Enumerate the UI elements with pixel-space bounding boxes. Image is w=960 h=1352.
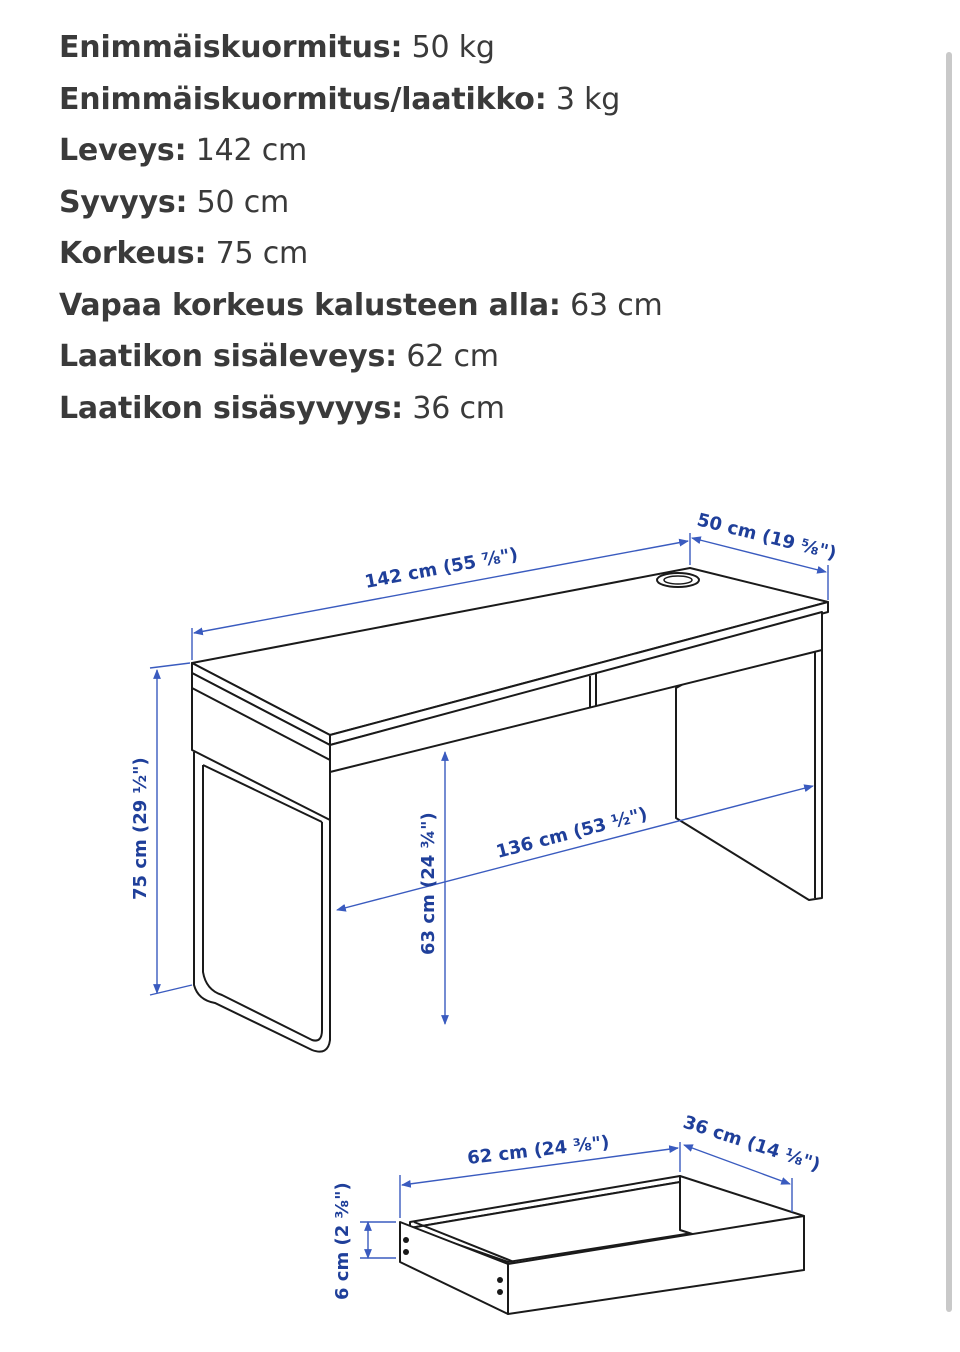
spec-depth: Syvyys: 50 cm [59, 184, 290, 220]
spec-value: 63 cm [570, 287, 663, 323]
spec-label: Vapaa korkeus kalusteen alla [59, 287, 549, 323]
spec-height: Korkeus: 75 cm [59, 236, 309, 271]
spec-value: 50 kg [411, 30, 495, 65]
spec-value: 75 cm [215, 236, 309, 271]
spec-value: 36 cm [412, 390, 505, 426]
spec-value: 62 cm [406, 339, 499, 374]
spec-label: Korkeus [59, 236, 195, 271]
spec-value: 50 cm [196, 184, 290, 220]
desk-clearance-height-label: 63 cm (24 ¾") [418, 812, 439, 955]
spec-label: Enimmäiskuormitus [59, 30, 391, 65]
spec-value: 142 cm [195, 133, 308, 168]
spec-label: Laatikon sisäleveys [59, 339, 386, 374]
desk-height-label: 75 cm (29 ½") [130, 757, 151, 900]
drawer-illustration [400, 1176, 804, 1314]
desk-clearance-width-label: 136 cm (53 ½") [493, 803, 650, 863]
spec-label: Laatikon sisäsyvyys [59, 390, 392, 426]
spec-width: Leveys: 142 cm [59, 133, 308, 168]
spec-label: Enimmäiskuormitus/laatikko [59, 81, 535, 117]
spec-drawer-width: Laatikon sisäleveys: 62 cm [59, 339, 499, 374]
spec-max-load: Enimmäiskuormitus: 50 kg [59, 30, 495, 65]
desk-illustration [192, 568, 828, 1052]
desk-width-label: 142 cm (55 ⅞") [363, 543, 520, 593]
spec-value: 3 kg [555, 81, 621, 117]
drawer-width-label: 62 cm (24 ⅜") [466, 1131, 611, 1169]
spec-label: Syvyys [59, 184, 176, 220]
desk-depth-label: 50 cm (19 ⅝") [694, 509, 839, 565]
spec-drawer-depth: Laatikon sisäsyvyys: 36 cm [59, 390, 505, 426]
spec-clearance: Vapaa korkeus kalusteen alla: 63 cm [59, 287, 663, 323]
spec-label: Leveys [59, 133, 175, 168]
spec-max-load-drawer: Enimmäiskuormitus/laatikko: 3 kg [59, 81, 621, 117]
drawer-height-label: 6 cm (2 ⅜") [332, 1182, 353, 1300]
drawer-depth-label: 36 cm (14 ⅛") [680, 1111, 823, 1176]
